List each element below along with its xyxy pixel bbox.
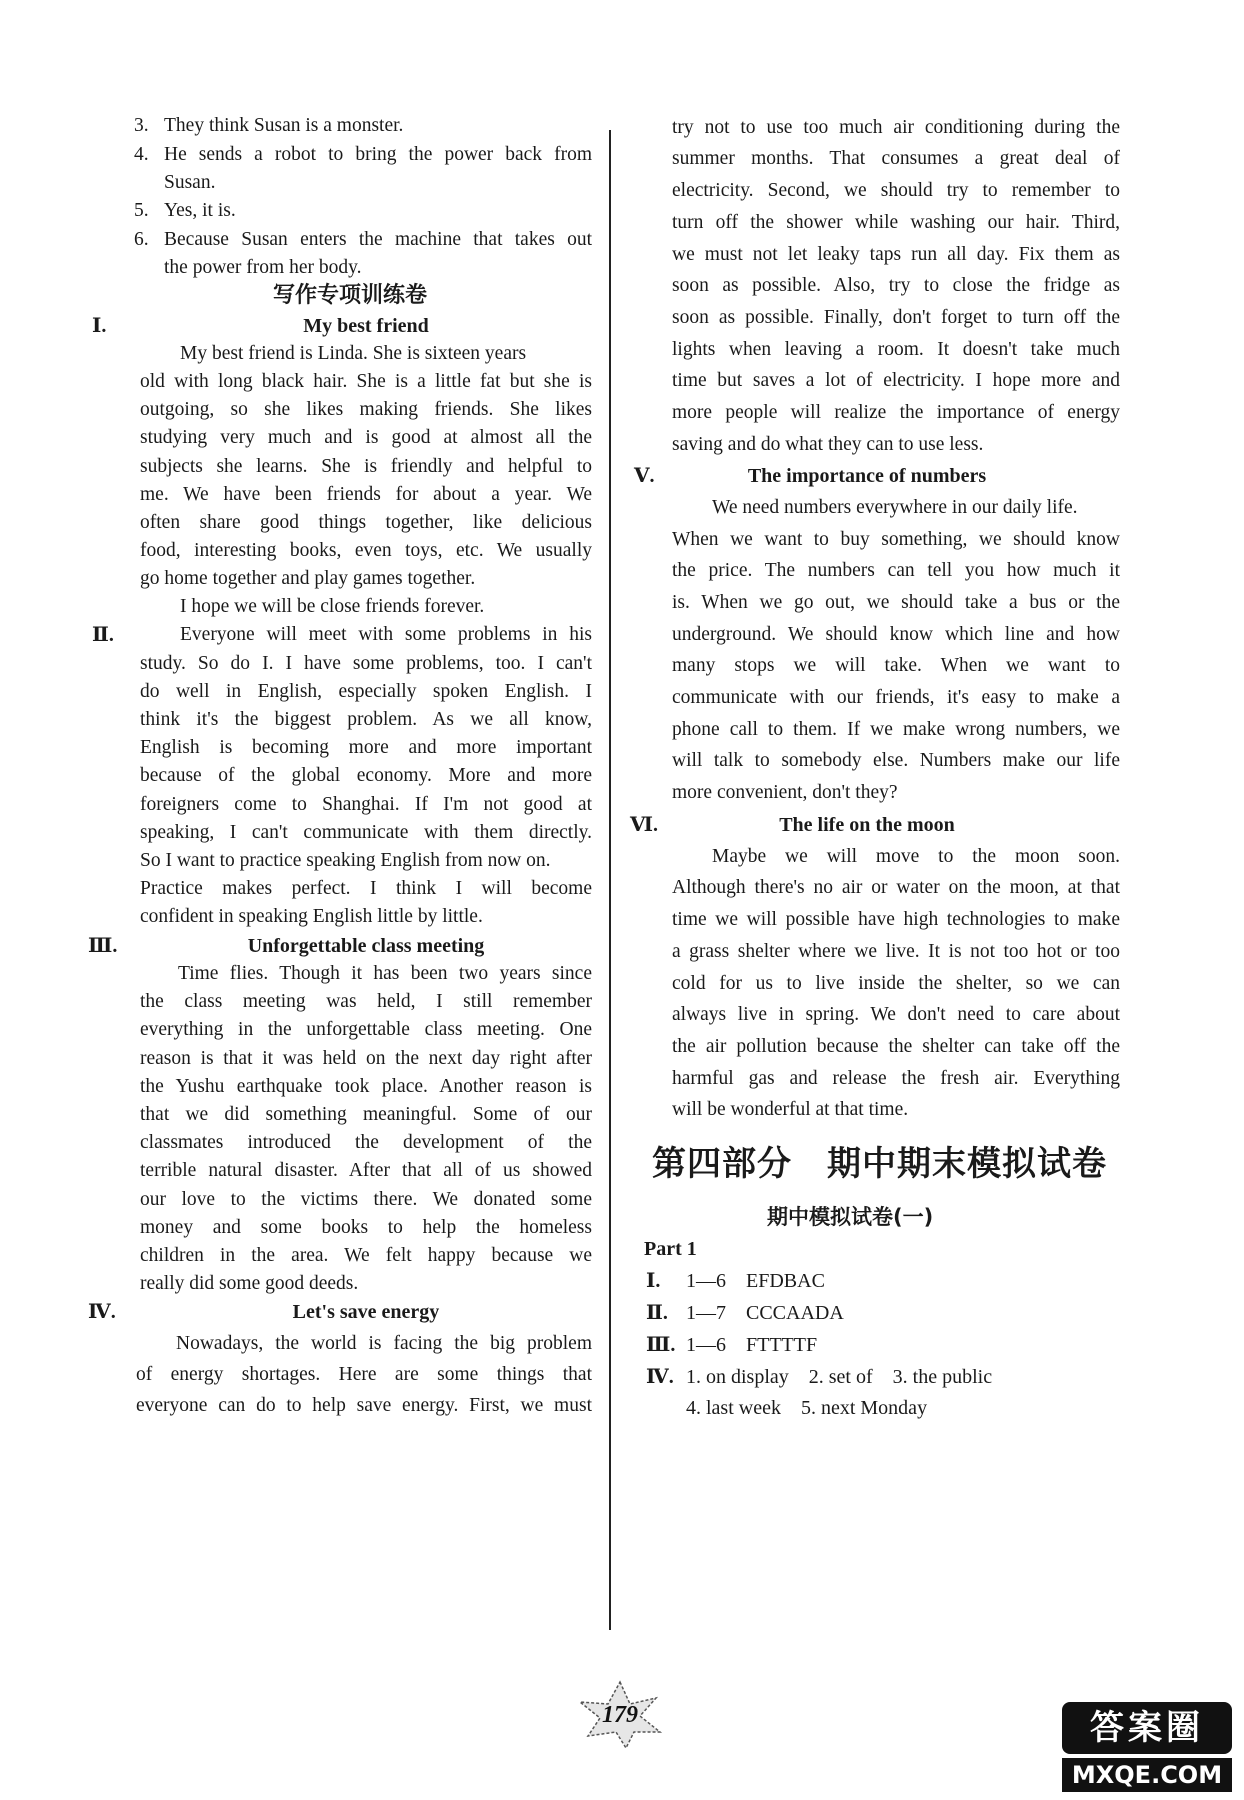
answer-roman: Ⅰ. xyxy=(646,1270,661,1292)
essay-line: will talk to somebody else. Numbers make our life xyxy=(672,750,1120,771)
essay-line: our love to the victims there. We donated some xyxy=(140,1189,592,1210)
watermark-logo xyxy=(1062,1702,1232,1792)
essay-line: English is becoming more and more important xyxy=(140,737,592,758)
answer-text: 1—7 CCCAADA xyxy=(686,1302,844,1324)
watermark-top: 答案圈 xyxy=(1062,1702,1232,1754)
roman-numeral: Ⅴ. xyxy=(634,465,655,487)
essay-line: time we will possible have high technologies to make xyxy=(672,909,1120,930)
essay-line: the price. The numbers can tell you how much it xyxy=(672,560,1120,581)
essay-line: Everyone will meet with some problems in his xyxy=(180,624,592,645)
roman-numeral: Ⅵ. xyxy=(630,814,658,836)
essay-line: My best friend is Linda. She is sixteen years xyxy=(180,343,527,364)
essay-line: everything in the unforgettable class meeting. One xyxy=(140,1019,592,1040)
answer-row xyxy=(646,1396,927,1420)
essay-line: So I want to practice speaking English from now on. xyxy=(140,850,551,871)
essay-line: harmful gas and release the fresh air. Everything xyxy=(672,1068,1120,1089)
essay-line: often share good things together, like delicious xyxy=(140,512,592,533)
essay-line: study. So do I. I have some problems, too. I can't xyxy=(140,653,592,674)
essay-line: soon as possible. Also, try to close the fridge as xyxy=(672,275,1120,296)
essay-line: summer months. That consumes a great deal of xyxy=(672,148,1120,169)
essay-line: go home together and play games together. xyxy=(140,568,476,589)
list-line: Susan. xyxy=(164,172,216,193)
answer-text: 1—6 FTTTTF xyxy=(686,1334,818,1356)
essay-line: Time flies. Though it has been two years since xyxy=(178,963,592,984)
essay-line: more people will realize the importance of energy xyxy=(672,402,1120,423)
roman-numeral: Ⅳ. xyxy=(88,1301,116,1323)
essay-line: will be wonderful at that time. xyxy=(672,1099,909,1120)
essay-line: do well in English, especially spoken English. I xyxy=(140,681,592,702)
essay-line: more convenient, don't they? xyxy=(672,782,898,803)
essay-line: the Yushu earthquake took place. Another reason is xyxy=(140,1076,592,1097)
essay-line: of energy shortages. Here are some things that xyxy=(136,1364,592,1385)
essay-line: communicate with our friends, it's easy to make a xyxy=(672,687,1120,708)
essay-title: My best friend xyxy=(303,315,429,337)
essay-line: Although there's no air or water on the moon, at that xyxy=(672,877,1120,898)
list-line: Because Susan enters the machine that takes out xyxy=(164,229,592,250)
section-heading: 写作专项训练卷 xyxy=(272,283,427,308)
exam-subheading: 期中模拟试卷(一) xyxy=(767,1205,934,1229)
roman-numeral: Ⅲ. xyxy=(88,935,118,957)
essay-line: classmates introduced the development of the xyxy=(140,1132,592,1153)
essay-line: turn off the shower while washing our hair. Third, xyxy=(672,212,1120,233)
essay-line: try not to use too much air conditioning during the xyxy=(672,117,1120,138)
list-number: 6. xyxy=(134,229,149,250)
essay-title: The importance of numbers xyxy=(747,465,987,487)
essay-line: time but saves a lot of electricity. I hope more and xyxy=(672,370,1120,391)
answer-row xyxy=(646,1301,844,1325)
essay-line: me. We have been friends for about a year. We xyxy=(140,484,592,505)
essay-line: food, interesting books, even toys, etc. We usually xyxy=(140,540,592,561)
essay-line: money and some books to help the homeless xyxy=(140,1217,592,1238)
roman-numeral: Ⅰ. xyxy=(92,315,107,337)
page-number: 179 xyxy=(602,1702,638,1728)
essay-line: think it's the biggest problem. As we all know, xyxy=(140,709,592,730)
essay-line: everyone can do to help save energy. First, we must xyxy=(136,1395,592,1416)
essay-line: always live in spring. We don't need to care about xyxy=(672,1004,1120,1025)
list-line: He sends a robot to bring the power back from xyxy=(164,144,592,165)
essay-line: a grass shelter where we live. It is not too hot or too xyxy=(672,941,1120,962)
list-line: the power from her body. xyxy=(164,257,362,278)
essay-title: Unforgettable class meeting xyxy=(247,935,485,957)
essay-line: studying very much and is good at almost all the xyxy=(140,427,592,448)
essay-line: speaking, I can't communicate with them directly. xyxy=(140,822,592,843)
essay-line: outgoing, so she likes making friends. She likes xyxy=(140,399,592,420)
essay-line: subjects she learns. She is friendly and helpful to xyxy=(140,456,592,477)
essay-title: Let's save energy xyxy=(292,1301,440,1323)
essay-line: the air pollution because the shelter can take off the xyxy=(672,1036,1120,1057)
essay-line: because of the global economy. More and more xyxy=(140,765,592,786)
essay-line: is. When we go out, we should take a bus or the xyxy=(672,592,1120,613)
essay-line: Maybe we will move to the moon soon. xyxy=(712,846,1120,867)
watermark-bottom: MXQE.COM xyxy=(1062,1758,1232,1792)
essay-line: cold for us to live inside the shelter, so we can xyxy=(672,973,1120,994)
essay-line: Practice makes perfect. I think I will become xyxy=(140,878,592,899)
essay-line: reason is that it was held on the next day right after xyxy=(140,1048,592,1069)
column-divider xyxy=(609,130,611,1630)
essay-line: I hope we will be close friends forever. xyxy=(180,596,485,617)
list-number: 4. xyxy=(134,144,149,165)
essay-line: confident in speaking English little by little. xyxy=(140,906,483,927)
answer-row xyxy=(646,1333,817,1357)
essay-line: we must not let leaky taps run all day. Fix them as xyxy=(672,244,1120,265)
essay-line: many stops we will take. When we want to xyxy=(672,655,1120,676)
essay-line: saving and do what they can to use less. xyxy=(672,434,984,455)
essay-line: We need numbers everywhere in our daily life. xyxy=(712,497,1078,518)
answer-row xyxy=(646,1269,825,1293)
essay-line: electricity. Second, we should try to remember to xyxy=(672,180,1120,201)
answer-text: 1. on display 2. set of 3. the public xyxy=(686,1366,993,1388)
essay-line: foreigners come to Shanghai. If I'm not good at xyxy=(140,794,592,815)
essay-line: underground. We should know which line and how xyxy=(672,624,1120,645)
answer-row xyxy=(646,1365,992,1389)
part-heading: 第四部分 期中期末模拟试卷 xyxy=(652,1144,1107,1184)
essay-line: Nowadays, the world is facing the big problem xyxy=(176,1333,592,1354)
essay-line: terrible natural disaster. After that all of us showed xyxy=(140,1160,592,1181)
answer-text: 4. last week 5. next Monday xyxy=(686,1397,928,1419)
essay-line: lights when leaving a room. It doesn't take much xyxy=(672,339,1120,360)
essay-line: phone call to them. If we make wrong numbers, we xyxy=(672,719,1120,740)
essay-line: really did some good deeds. xyxy=(140,1273,359,1294)
essay-line: children in the area. We felt happy because we xyxy=(140,1245,592,1266)
essay-line: the class meeting was held, I still remember xyxy=(140,991,592,1012)
essay-line: soon as possible. Finally, don't forget to turn off the xyxy=(672,307,1120,328)
list-line: Yes, it is. xyxy=(164,200,236,221)
essay-line: When we want to buy something, we should know xyxy=(672,529,1120,550)
list-line: They think Susan is a monster. xyxy=(164,115,404,136)
essay-line: old with long black hair. She is a little fat but she is xyxy=(140,371,592,392)
roman-numeral: Ⅱ. xyxy=(92,624,114,646)
list-number: 3. xyxy=(134,115,149,136)
list-number: 5. xyxy=(134,200,149,221)
part-label: Part 1 xyxy=(644,1238,697,1260)
essay-line: that we did something meaningful. Some of our xyxy=(140,1104,592,1125)
answer-roman: Ⅳ. xyxy=(646,1366,674,1388)
page-number-star xyxy=(560,1680,680,1750)
essay-title: The life on the moon xyxy=(779,814,955,836)
answer-roman: Ⅱ. xyxy=(646,1302,668,1324)
answer-roman: Ⅲ. xyxy=(646,1334,676,1356)
answer-text: 1—6 EFDBAC xyxy=(686,1270,825,1292)
